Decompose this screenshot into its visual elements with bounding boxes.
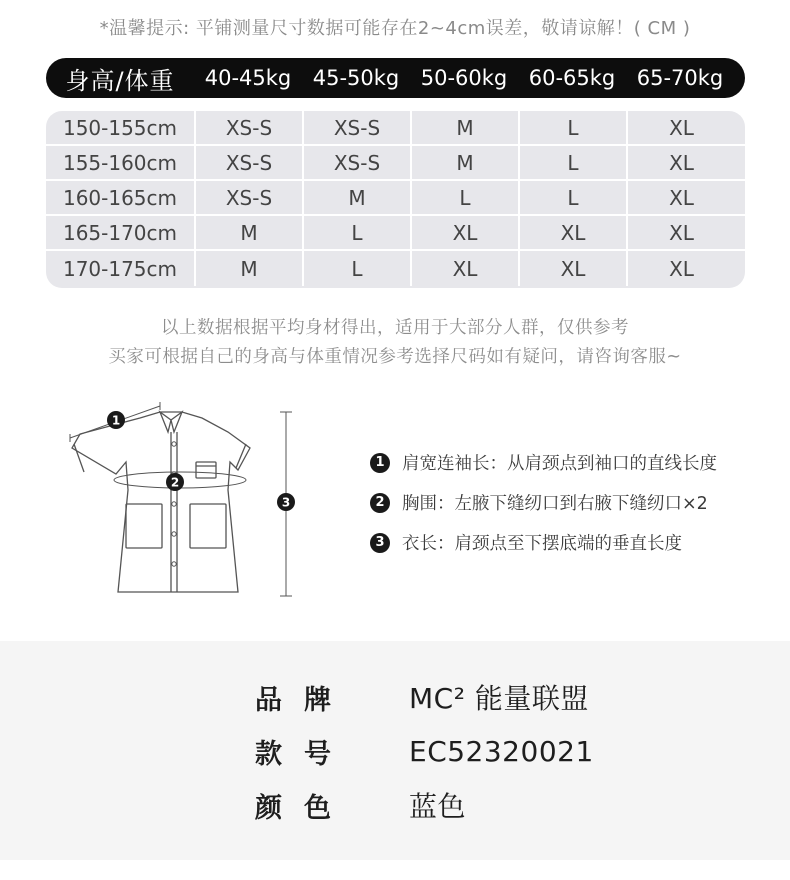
size-cell: L [518,146,626,179]
size-cell: XS-S [302,111,410,144]
size-cell: M [194,216,302,249]
marker-1 [107,411,125,429]
size-cell: L [302,251,410,286]
size-cell: XS-S [194,111,302,144]
info-row-brand [255,677,589,717]
legend-item-chest [370,490,770,515]
legend-number: 2 [370,493,390,513]
info-row-style-number [255,731,594,771]
remark-line-1: 以上数据根据平均身材得出，适用于大部分人群，仅供参考 [161,318,629,338]
size-cell: XL [626,216,735,249]
row-height: 160-165cm [62,185,178,210]
row-height: 170-175cm [62,256,178,281]
size-cell: XL [410,251,518,286]
size-cell: XL [518,251,626,286]
size-cell: XL [518,216,626,249]
legend-item-length [370,530,770,555]
size-cell: XL [626,111,735,144]
header-weight-col: 40-45kg [204,66,292,90]
size-cell: XS-S [194,146,302,179]
size-cell: XS-S [194,181,302,214]
svg-text:1: 1 [111,413,121,428]
size-cell: XL [626,181,735,214]
size-cell: M [302,181,410,214]
legend-number: 3 [370,533,390,553]
info-value: MC² 能量联盟 [409,682,589,715]
info-label: 颜色 [255,792,353,824]
size-table-header [46,58,745,98]
table-row [46,146,745,181]
size-cell: M [410,146,518,179]
info-row-color [255,785,466,825]
size-cell: L [518,111,626,144]
header-weight-col: 45-50kg [312,66,400,90]
size-cell: L [302,216,410,249]
svg-text:2: 2 [170,475,180,490]
info-label: 品牌 [255,684,353,716]
size-cell: XL [410,216,518,249]
garment-diagram [60,400,310,610]
marker-2 [166,473,184,491]
table-row [46,111,745,146]
table-row [46,251,745,286]
remark-line-2: 买家可根据自己的身高与体重情况参考选择尺码如有疑问，请咨询客服~ [108,347,682,367]
table-row [46,216,745,251]
legend-item-shoulder-sleeve [370,450,770,475]
table-row [46,181,745,216]
size-cell: L [518,181,626,214]
info-value: EC52320021 [409,734,594,768]
size-cell: XL [626,251,735,286]
legend-text: 肩宽连袖长：从肩颈点到袖口的直线长度 [402,454,717,474]
product-info-panel [0,641,790,860]
info-label: 款号 [255,738,353,770]
header-height-weight: 身高/体重 [65,66,175,95]
legend-number: 1 [370,453,390,473]
info-value: 蓝色 [409,790,467,823]
size-cell: M [410,111,518,144]
legend-text: 衣长：肩颈点至下摆底端的垂直长度 [402,534,682,554]
row-height: 165-170cm [62,220,178,245]
size-cell: L [410,181,518,214]
row-height: 155-160cm [62,150,178,175]
header-weight-col: 65-70kg [636,66,724,90]
header-weight-col: 50-60kg [420,66,508,90]
measurement-note: *温馨提示: 平铺测量尺寸数据可能存在2~4cm误差，敬请谅解！( CM ) [99,18,691,39]
row-height: 150-155cm [62,115,178,140]
size-table-body [46,111,745,288]
header-weight-col: 60-65kg [528,66,616,90]
marker-3 [277,493,295,511]
legend-text: 胸围：左腋下缝纫口到右腋下缝纫口×2 [402,494,708,514]
svg-text:3: 3 [281,495,291,510]
size-cell: M [194,251,302,286]
size-cell: XS-S [302,146,410,179]
size-cell: XL [626,146,735,179]
